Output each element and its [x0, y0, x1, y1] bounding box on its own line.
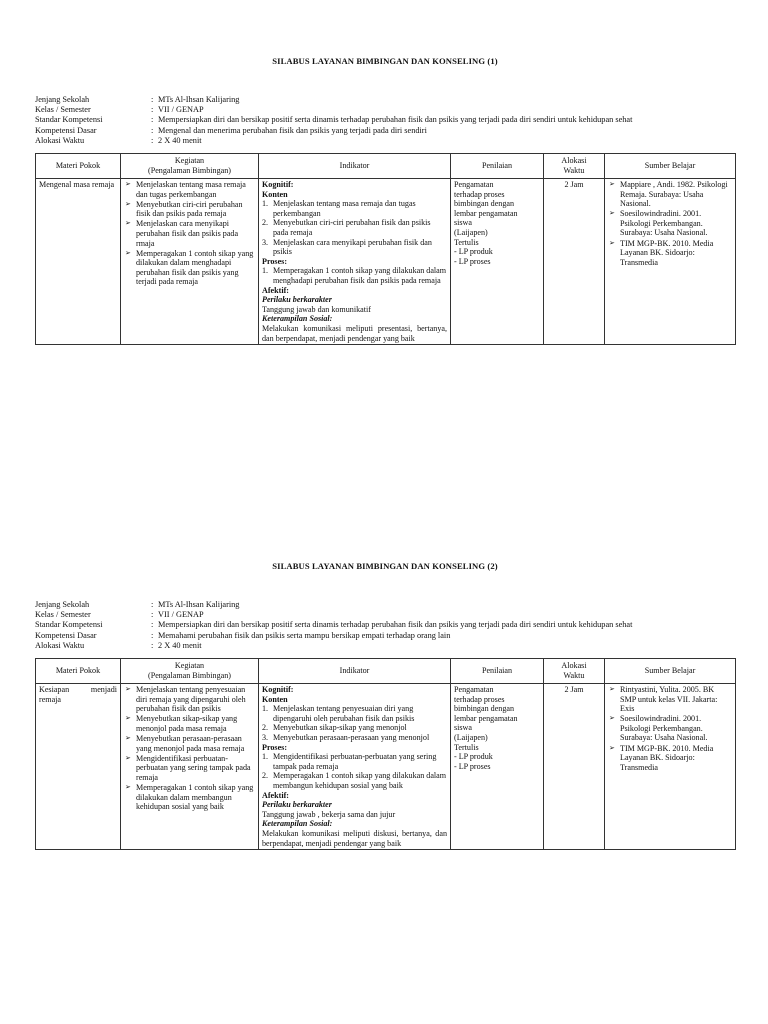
meta-row — [35, 105, 735, 115]
meta-row — [35, 136, 735, 146]
konten-item-text: Menyebutkan perasaan-perasaan yang menonjol — [273, 732, 430, 742]
header-indikator: Indikator — [259, 154, 451, 179]
arrow-bullet-icon: ➢ — [609, 238, 615, 247]
proses-list — [262, 752, 447, 790]
konten-item — [262, 238, 447, 257]
meta-colon: : — [151, 105, 154, 115]
header-penilaian: Penilaian — [451, 154, 544, 179]
meta-colon: : — [151, 125, 154, 135]
sumber-item — [608, 239, 732, 268]
keterampilan-text: Melakukan komunikasi meliputi presentasi, bertanya, dan berpendapat, menjadi pendengar yang baik — [262, 323, 447, 343]
sumber-cell — [605, 684, 736, 850]
arrow-bullet-icon: ➢ — [609, 209, 615, 218]
konten-label: Konten — [262, 694, 288, 704]
konten-item — [262, 199, 447, 218]
meta-label: Kelas / Semester — [35, 610, 91, 620]
header-alokasi: Alokasi Waktu — [544, 659, 605, 684]
afektif-label: Afektif: — [262, 790, 289, 800]
item-number: 2. — [262, 723, 269, 733]
meta-row — [35, 631, 735, 641]
header-sumber: Sumber Belajar — [605, 659, 736, 684]
proses-item-text: Mengidentifikasi perbuatan-perbuatan yang sering tampak pada remaja — [273, 752, 437, 771]
kegiatan-item — [124, 219, 255, 248]
keterampilan-label: Keterampilan Sosial: — [262, 819, 333, 829]
sumber-item-text: TIM MGP-BK. 2010. Media Layanan BK. Sidoarjo: Transmedia — [620, 743, 714, 772]
header-kegiatan: Kegiatan (Pengalaman Bimbingan) — [121, 659, 259, 684]
kegiatan-item-text: Mengidentifikasi perbuatan-perbuatan yang sering tampak pada remaja — [136, 753, 251, 782]
konten-list — [262, 199, 447, 257]
meta-row — [35, 620, 735, 630]
konten-list — [262, 704, 447, 742]
arrow-bullet-icon: ➢ — [125, 782, 131, 791]
penilaian-line: Tertulis — [454, 237, 479, 247]
kegiatan-cell — [121, 684, 259, 850]
item-number: 3. — [262, 237, 269, 247]
perilaku-text: Tanggung jawab , bekerja sama dan jujur — [262, 809, 396, 819]
arrow-bullet-icon: ➢ — [125, 219, 131, 228]
kegiatan-item — [124, 685, 255, 714]
proses-list — [262, 266, 447, 285]
sumber-list — [608, 685, 732, 772]
header-indikator: Indikator — [259, 659, 451, 684]
konten-item-text: Menjelaskan tentang penyesuaian diri yang dipengaruhi oleh perubahan fisik dan psikis — [273, 704, 415, 723]
sumber-list — [608, 180, 732, 267]
alokasi-cell: 2 Jam — [544, 179, 605, 345]
penilaian-line: bimbingan dengan — [454, 704, 515, 714]
proses-label: Proses: — [262, 742, 288, 752]
kegiatan-item-text: Menyebutkan perasaan-perasaan yang menonjol pada masa remaja — [136, 733, 245, 753]
meta-colon: : — [151, 610, 154, 620]
kegiatan-cell — [121, 179, 259, 345]
materi-cell: Kesiapan menjadi remaja — [36, 684, 121, 850]
proses-item — [262, 266, 447, 285]
kegiatan-item-text: Memperagakan 1 contoh sikap yang dilakukan dalam membangun kehidupan sosial yang baik — [136, 782, 254, 812]
meta-label: Kelas / Semester — [35, 105, 91, 115]
konten-item-text: Menjelaskan cara menyikapi perubahan fisik dan psikis — [273, 237, 432, 257]
item-number: 3. — [262, 732, 269, 742]
kegiatan-item-text: Menyebutkan sikap-sikap yang menonjol pada masa remaja — [136, 714, 238, 733]
penilaian-line: bimbingan dengan — [454, 199, 515, 209]
kegiatan-item-text: Menjelaskan tentang masa remaja dan tugas perkembangan — [136, 180, 246, 199]
section-title: SILABUS LAYANAN BIMBINGAN DAN KONSELING (2) — [272, 561, 498, 571]
penilaian-line: terhadap proses — [454, 694, 505, 704]
penilaian-line: Pengamatan — [454, 180, 494, 190]
meta-label: Kompetensi Dasar — [35, 125, 97, 135]
meta-label: Standar Kompetensi — [35, 115, 103, 125]
meta-row — [35, 641, 735, 651]
meta-label: Jenjang Sekolah — [35, 95, 90, 104]
meta-value: 2 X 40 menit — [158, 135, 202, 145]
kegiatan-item — [124, 783, 255, 812]
penilaian-cell — [451, 179, 544, 345]
konten-item-text: Menjelaskan tentang masa remaja dan tugas perkembangan — [273, 199, 416, 218]
penilaian-line: siswa — [454, 723, 472, 733]
penilaian-line: - LP proses — [454, 256, 491, 266]
sumber-item-text: Soesilowindradini. 2001. Psikologi Perkembangan. Surabaya: Usaha Nasional. — [620, 714, 708, 743]
meta-label: Alokasi Waktu — [35, 640, 85, 650]
meta-value: VII / GENAP — [158, 105, 204, 115]
table-header-row — [36, 154, 736, 179]
header-alokasi: Alokasi Waktu — [544, 154, 605, 179]
item-number: 2. — [262, 218, 269, 228]
konten-item — [262, 723, 447, 733]
sumber-item — [608, 744, 732, 773]
meta-colon: : — [151, 630, 154, 640]
kegiatan-item-text: Menjelaskan tentang penyesuaian diri remaja yang dipengaruhi oleh perubahan fisik dan psikis — [136, 685, 246, 714]
penilaian-line: - LP produk — [454, 247, 493, 257]
syllabus-table — [35, 153, 736, 345]
arrow-bullet-icon: ➢ — [125, 248, 131, 257]
meta-colon: : — [151, 640, 154, 650]
penilaian-line: (Laijapen) — [454, 227, 488, 237]
header-penilaian: Penilaian — [451, 659, 544, 684]
konten-item — [262, 218, 447, 237]
arrow-bullet-icon: ➢ — [125, 685, 131, 694]
penilaian-line: (Laijapen) — [454, 732, 488, 742]
proses-item-text: Memperagakan 1 contoh sikap yang dilakukan dalam membangun kehidupan sosial yang baik — [273, 771, 447, 790]
materi-cell: Mengenal masa remaja — [36, 179, 121, 345]
konten-label: Konten — [262, 189, 288, 199]
meta-value: Mengenal dan menerima perubahan fisik dan psikis yang terjadi pada diri sendiri — [158, 125, 427, 135]
penilaian-list — [454, 685, 540, 771]
syllabus-section — [35, 56, 735, 345]
kegiatan-list — [124, 180, 255, 287]
konten-item — [262, 733, 447, 743]
arrow-bullet-icon: ➢ — [609, 685, 615, 694]
arrow-bullet-icon: ➢ — [125, 180, 131, 189]
sumber-item-text: TIM MGP-BK. 2010. Media Layanan BK. Sidoarjo: Transmedia — [620, 238, 714, 267]
header-materi: Materi Pokok — [36, 154, 121, 179]
penilaian-cell — [451, 684, 544, 850]
arrow-bullet-icon: ➢ — [609, 180, 615, 189]
section-title: SILABUS LAYANAN BIMBINGAN DAN KONSELING (1) — [272, 56, 498, 66]
sumber-item-text: Mappiare , Andi. 1982. Psikologi Remaja. Surabaya: Usaha Nasional. — [620, 180, 728, 209]
kegiatan-item — [124, 249, 255, 287]
perilaku-label: Perilaku berkarakter — [262, 295, 332, 305]
table-row — [36, 179, 736, 345]
table-header-row — [36, 659, 736, 684]
konten-item-text: Menyebutkan ciri-ciri perubahan fisik dan psikis pada remaja — [273, 218, 431, 237]
kognitif-label: Kognitif: — [262, 180, 294, 190]
header-kegiatan: Kegiatan (Pengalaman Bimbingan) — [121, 154, 259, 179]
meta-block — [35, 95, 735, 146]
meta-value: MTs Al-Ihsan Kalijaring — [158, 95, 240, 104]
penilaian-line: Pengamatan — [454, 685, 494, 695]
perilaku-text: Tanggung jawab dan komunikatif — [262, 304, 371, 314]
arrow-bullet-icon: ➢ — [125, 714, 131, 723]
meta-value: Mempersiapkan diri dan bersikap positif serta dinamis terhadap perubahan fisik dan psikis yang terjadi pada diri sendiri untuk kehidupan sehat — [158, 620, 633, 630]
meta-colon: : — [151, 95, 154, 104]
konten-item — [262, 704, 447, 723]
meta-label: Kompetensi Dasar — [35, 630, 97, 640]
meta-row — [35, 95, 735, 105]
penilaian-line: siswa — [454, 218, 472, 228]
penilaian-line: lembar pengamatan — [454, 713, 518, 723]
meta-label: Jenjang Sekolah — [35, 600, 90, 609]
item-number: 1. — [262, 199, 269, 209]
sumber-item — [608, 209, 732, 238]
item-number: 2. — [262, 771, 269, 781]
penilaian-line: terhadap proses — [454, 189, 505, 199]
table-row — [36, 684, 736, 850]
indikator-cell — [259, 684, 451, 850]
meta-value: MTs Al-Ihsan Kalijaring — [158, 600, 240, 609]
kegiatan-item — [124, 180, 255, 199]
arrow-bullet-icon: ➢ — [609, 743, 615, 752]
kegiatan-item-text: Menyebutkan ciri-ciri perubahan fisik dan psikis pada remaja — [136, 199, 243, 219]
keterampilan-text: Melakukan komunikasi meliputi diskusi, bertanya, dan berpendapat, menjadi pendengar yang baik — [262, 828, 447, 848]
meta-colon: : — [151, 600, 154, 609]
syllabus-table — [35, 658, 736, 850]
item-number: 1. — [262, 704, 269, 714]
meta-row — [35, 610, 735, 620]
penilaian-list — [454, 180, 540, 266]
kegiatan-item — [124, 200, 255, 219]
penilaian-line: Tertulis — [454, 742, 479, 752]
perilaku-label: Perilaku berkarakter — [262, 800, 332, 810]
meta-row — [35, 600, 735, 610]
arrow-bullet-icon: ➢ — [125, 753, 131, 762]
meta-value: Memahami perubahan fisik dan psikis serta mampu bersikap empati terhadap orang lain — [158, 630, 451, 640]
arrow-bullet-icon: ➢ — [125, 199, 131, 208]
meta-row — [35, 115, 735, 125]
meta-row — [35, 126, 735, 136]
kegiatan-item — [124, 754, 255, 783]
item-number: 1. — [262, 752, 269, 762]
sumber-item — [608, 685, 732, 714]
kegiatan-item — [124, 734, 255, 753]
meta-value: VII / GENAP — [158, 610, 204, 620]
kognitif-label: Kognitif: — [262, 685, 294, 695]
meta-colon: : — [151, 620, 154, 630]
header-materi: Materi Pokok — [36, 659, 121, 684]
sumber-item — [608, 180, 732, 209]
meta-colon: : — [151, 115, 154, 125]
sumber-item-text: Soesilowindradini. 2001. Psikologi Perkembangan. Surabaya: Usaha Nasional. — [620, 209, 708, 238]
indikator-cell — [259, 179, 451, 345]
keterampilan-label: Keterampilan Sosial: — [262, 314, 333, 324]
meta-label: Standar Kompetensi — [35, 620, 103, 630]
header-sumber: Sumber Belajar — [605, 154, 736, 179]
meta-value: 2 X 40 menit — [158, 640, 202, 650]
kegiatan-item-text: Menjelaskan cara menyikapi perubahan fisik dan psikis pada rmaja — [136, 219, 239, 248]
kegiatan-item — [124, 714, 255, 733]
sumber-item-text: Rintyastini, Yulita. 2005. BK SMP untuk kelas VII. Jakarta: Exis — [620, 685, 718, 714]
konten-item-text: Menyebutkan sikap-sikap yang menonjol — [273, 723, 407, 733]
item-number: 1. — [262, 266, 269, 276]
meta-value: Mempersiapkan diri dan bersikap positif serta dinamis terhadap perubahan fisik dan psikis yang terjadi pada diri sendiri untuk kehidupan sehat — [158, 115, 633, 125]
syllabus-section — [35, 561, 735, 850]
sumber-item — [608, 714, 732, 743]
proses-label: Proses: — [262, 256, 288, 266]
kegiatan-item-text: Memperagakan 1 contoh sikap yang dilakukan dalam menghadapi perubahan fisik dan psikis yang terjadi pada remaja — [136, 248, 254, 287]
proses-item — [262, 752, 447, 771]
penilaian-line: - LP proses — [454, 761, 491, 771]
alokasi-cell: 2 Jam — [544, 684, 605, 850]
penilaian-line: lembar pengamatan — [454, 208, 518, 218]
sumber-cell — [605, 179, 736, 345]
kegiatan-list — [124, 685, 255, 812]
proses-item-text: Memperagakan 1 contoh sikap yang dilakukan dalam menghadapi perubahan fisik dan psikis pada remaja — [273, 266, 447, 285]
arrow-bullet-icon: ➢ — [125, 733, 131, 742]
meta-label: Alokasi Waktu — [35, 135, 85, 145]
arrow-bullet-icon: ➢ — [609, 714, 615, 723]
penilaian-line: - LP produk — [454, 752, 493, 762]
meta-block — [35, 600, 735, 651]
afektif-label: Afektif: — [262, 285, 289, 295]
meta-colon: : — [151, 135, 154, 145]
proses-item — [262, 771, 447, 790]
